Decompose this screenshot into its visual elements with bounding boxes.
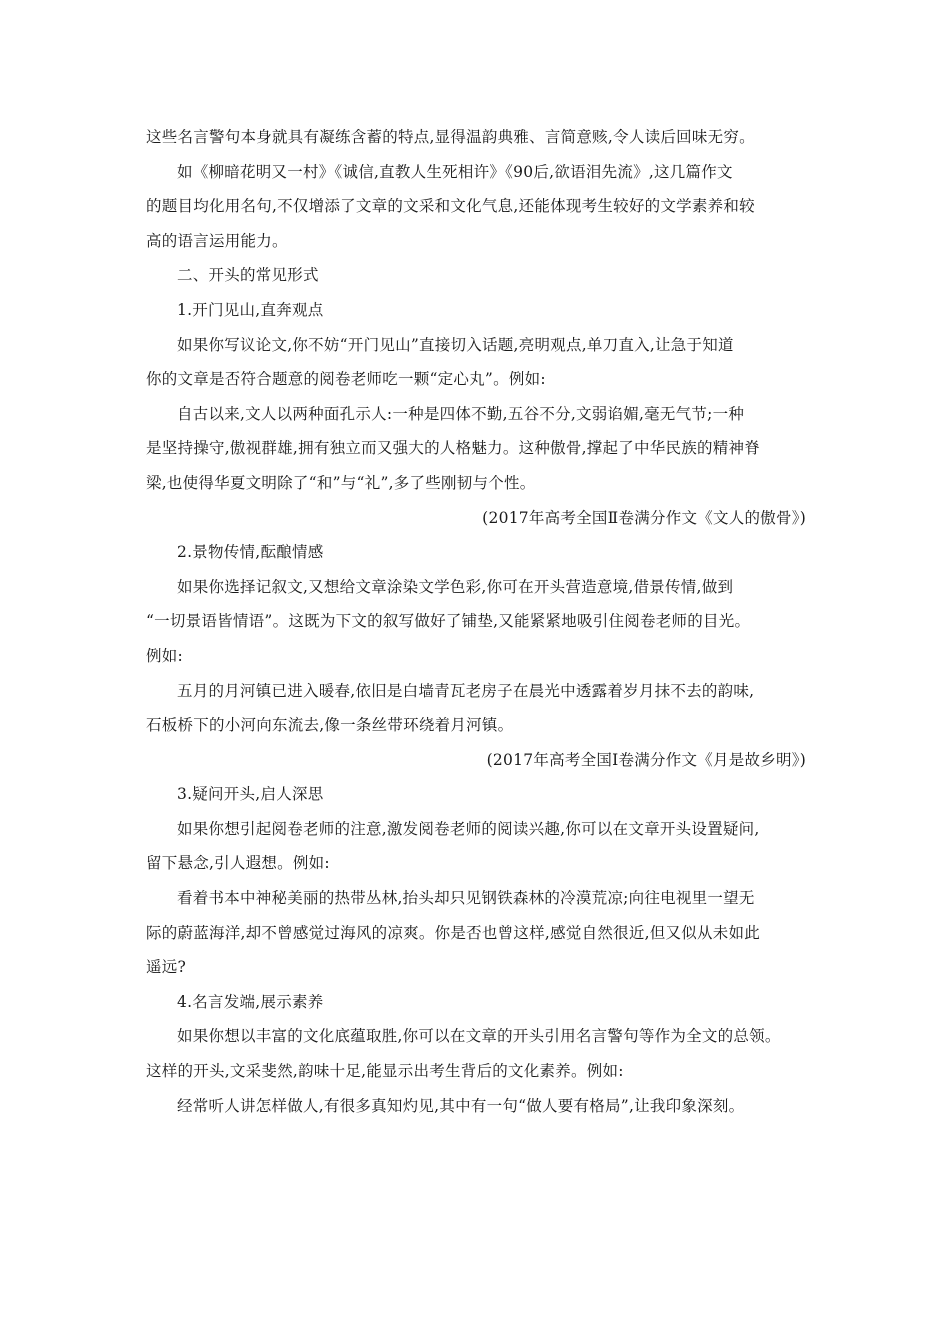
text-line: 留下悬念,引人遐想。例如: [146, 854, 330, 873]
text-line: “一切景语皆情语”。这既为下文的叙写做好了铺垫,又能紧紧地吸引住阅卷老师的目光。 [146, 612, 751, 631]
document-body [146, 120, 806, 1123]
text-line: 如《柳暗花明又一村》《诚信,直教人生死相许》《90后,欲语泪先流》,这几篇作文 [177, 162, 733, 181]
text-line: 自古以来,文人以两种面孔示人:一种是四体不勤,五谷不分,文弱谄媚,毫无气节;一种 [177, 404, 745, 423]
text-line: 际的蔚蓝海洋,却不曾感觉过海风的凉爽。你是否也曾这样,感觉自然很近,但又似从未如此 [146, 923, 761, 942]
text-line: 的题目均化用名句,不仅增添了文章的文采和文化气息,还能体现考生较好的文学素养和较 [146, 197, 755, 216]
text-line: 五月的月河镇已进入暖春,依旧是白墙青瓦老房子在晨光中透露着岁月抹不去的韵味, [177, 681, 755, 700]
text-line: 二、开头的常见形式 [177, 266, 319, 285]
text-line: 3.疑问开头,启人深思 [177, 785, 324, 804]
text-line: 这些名言警句本身就具有凝练含蓄的特点,显得温韵典雅、言简意赅,令人读后回味无穷。 [146, 128, 755, 146]
source-citation: (2017年高考全国Ⅱ卷满分作文《文人的傲骨》) [482, 508, 806, 527]
text-line: 看着书本中神秘美丽的热带丛林,抬头却只见钢铁森林的冷漠荒凉;向往电视里一望无 [177, 889, 755, 908]
source-citation: (2017年高考全国Ⅰ卷满分作文《月是故乡明》) [486, 750, 806, 769]
text-line: 例如: [146, 646, 183, 665]
text-line: 这样的开头,文采斐然,韵味十足,能显示出考生背后的文化素养。例如: [146, 1062, 624, 1081]
text-line: 1.开门见山,直奔观点 [177, 300, 324, 319]
text-line: 2.景物传情,酝酿情感 [177, 543, 324, 562]
text-line: 高的语言运用能力。 [146, 231, 288, 250]
text-line: 遥远? [146, 958, 187, 977]
text-line: 如果你想以丰富的文化底蕴取胜,你可以在文章的开头引用名言警句等作为全文的总领。 [177, 1027, 781, 1046]
text-line: 你的文章是否符合题意的阅卷老师吃一颗“定心丸”。例如: [146, 370, 546, 389]
text-line: 石板桥下的小河向东流去,像一条丝带环绕着月河镇。 [146, 716, 514, 735]
text-line: 如果你选择记叙文,又想给文章涂染文学色彩,你可在开头营造意境,借景传情,做到 [177, 577, 734, 596]
text-line: 如果你想引起阅卷老师的注意,激发阅卷老师的阅读兴趣,你可以在文章开头设置疑问, [177, 819, 760, 838]
text-line: 是坚持操守,傲视群雄,拥有独立而又强大的人格魅力。这种傲骨,撑起了中华民族的精神脊 [146, 439, 761, 458]
text-line: 如果你写议论文,你不妨“开门见山”直接切入话题,亮明观点,单刀直入,让急于知道 [177, 335, 734, 354]
text-line: 梁,也使得华夏文明除了“和”与“礼”,多了些刚韧与个性。 [146, 473, 536, 492]
text-line: 4.名言发端,展示素养 [177, 992, 324, 1011]
text-line: 经常听人讲怎样做人,有很多真知灼见,其中有一句“做人要有格局”,让我印象深刻。 [177, 1096, 745, 1115]
